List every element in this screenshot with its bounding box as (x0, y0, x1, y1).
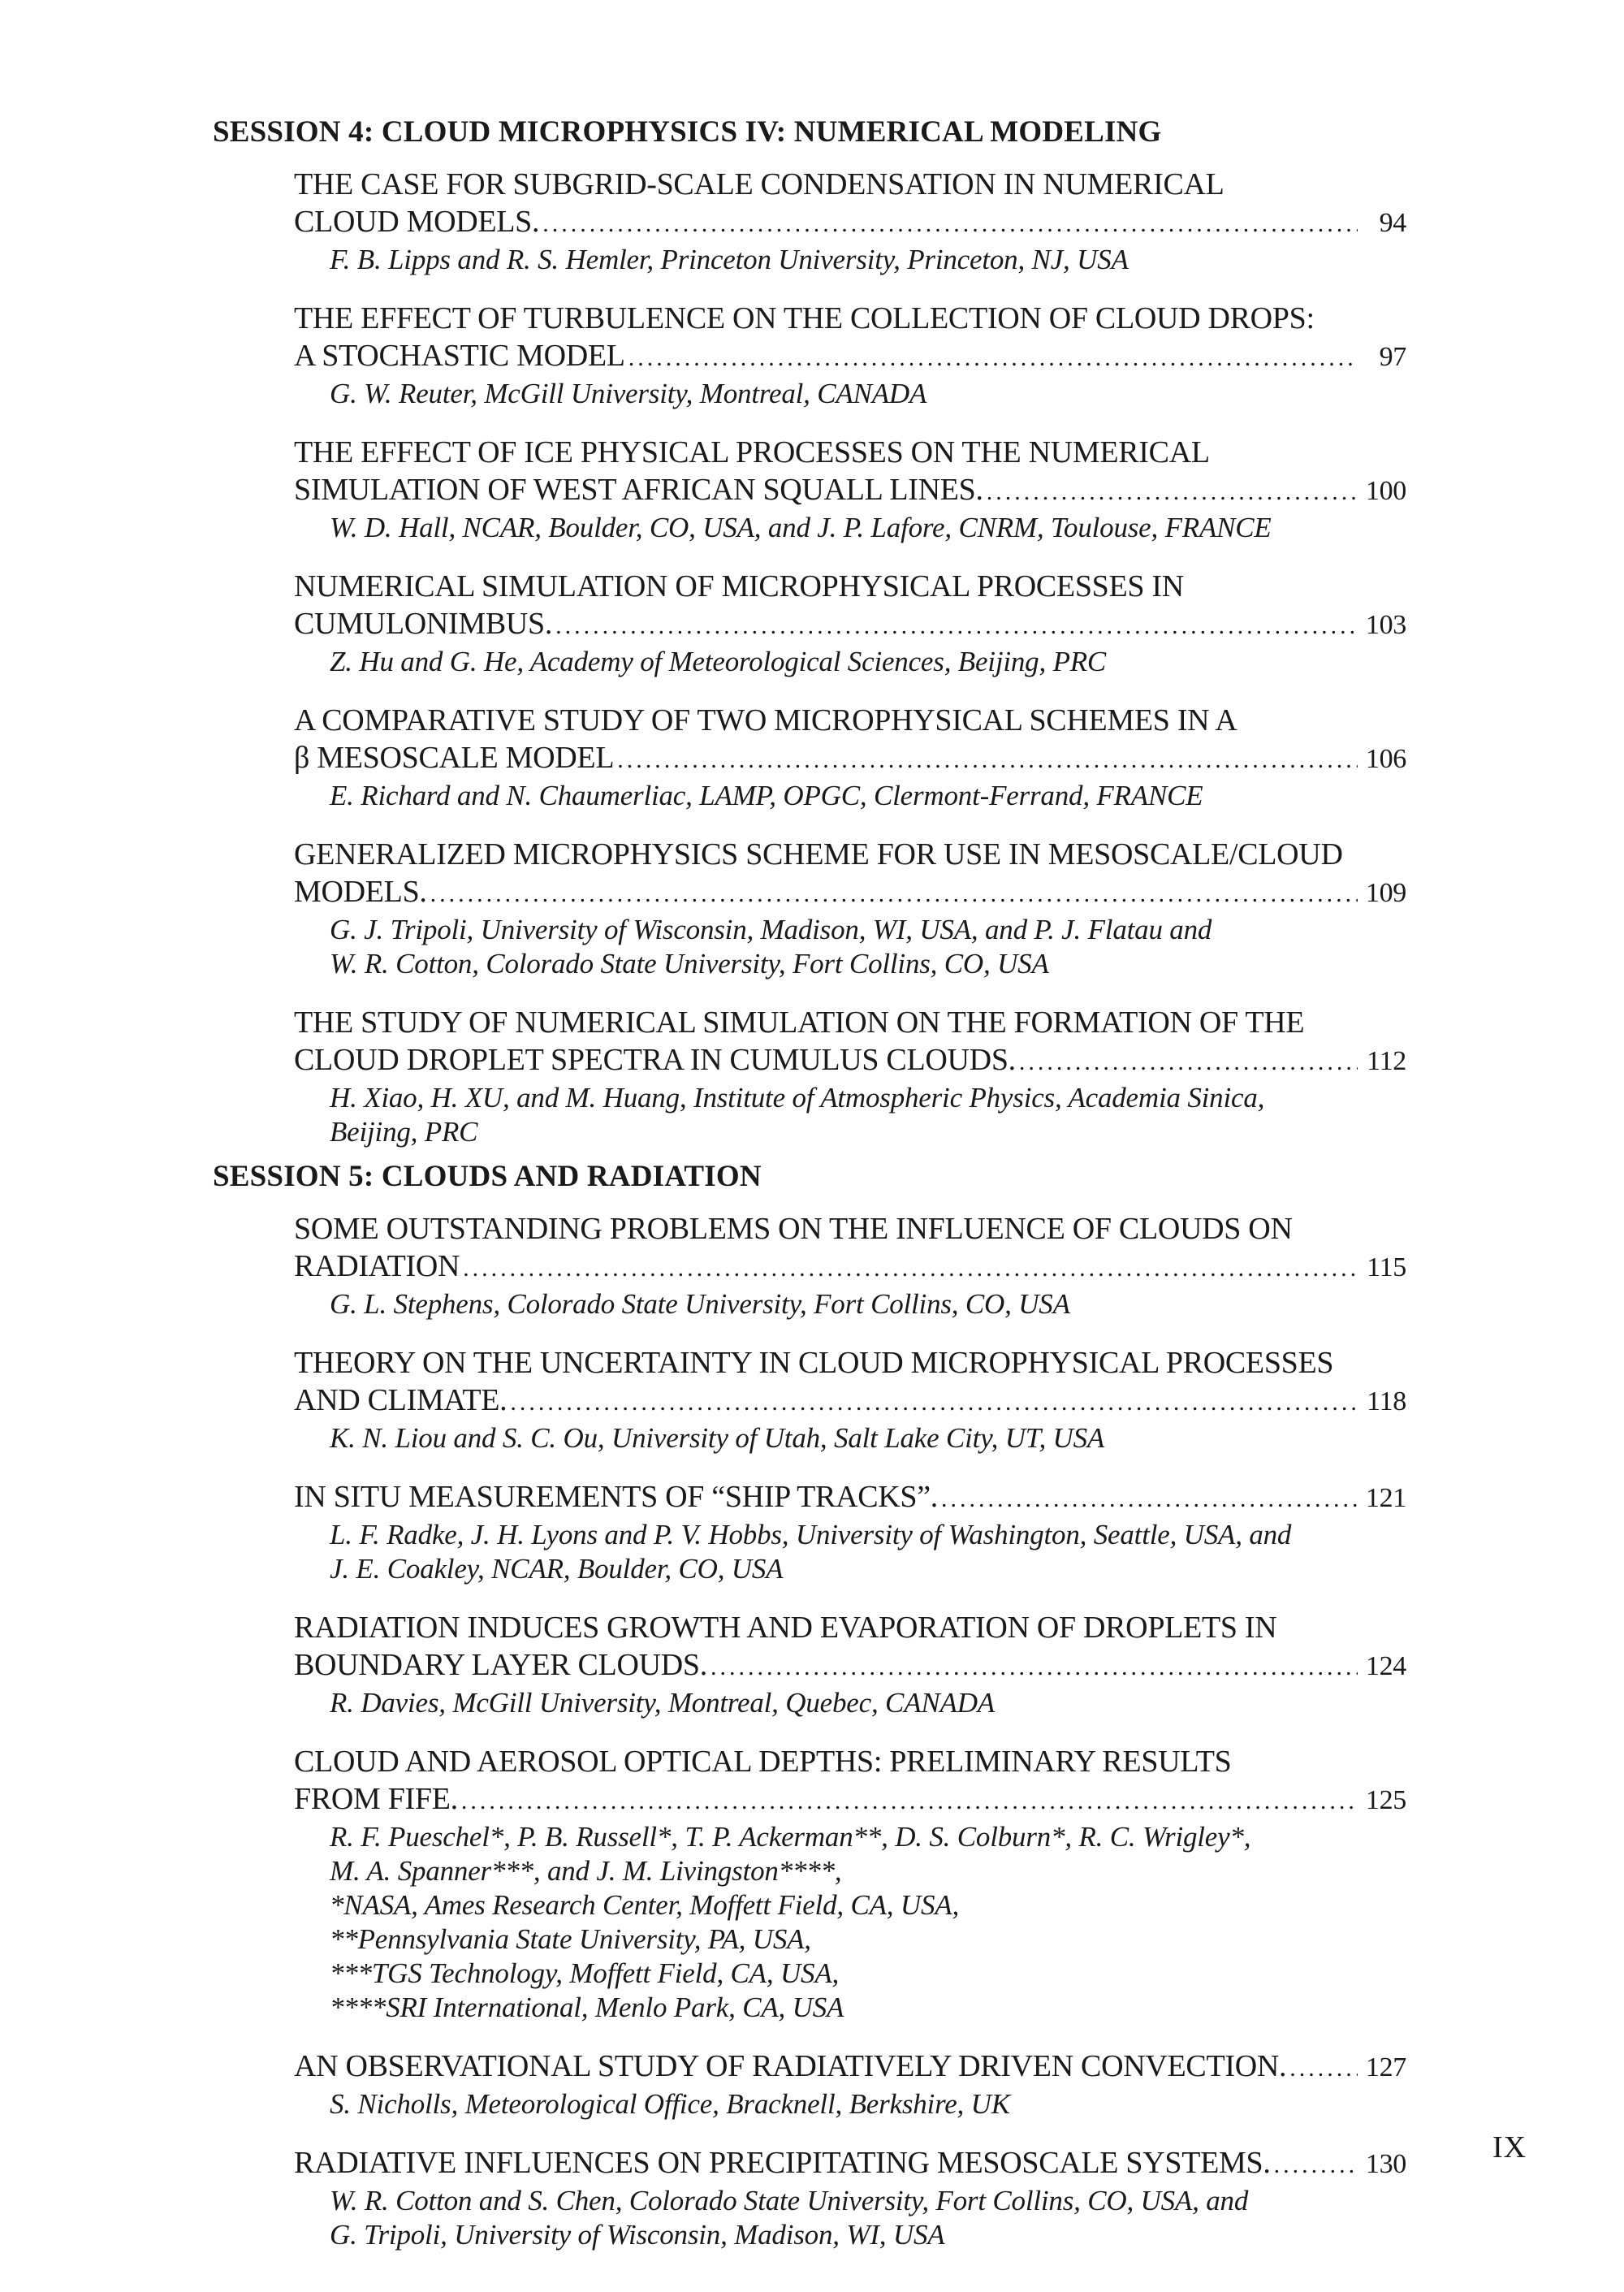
session-title: SESSION 4: CLOUD MICROPHYSICS IV: NUMERICAL MODELING (213, 115, 1162, 149)
entry-authors: *NASA, Ames Research Center, Moffett Field, CA, USA, (330, 1889, 960, 1921)
entry-title-line: THE CASE FOR SUBGRID-SCALE CONDENSATION IN NUMERICAL (294, 167, 1224, 201)
entry-title-line: NUMERICAL SIMULATION OF MICROPHYSICAL PROCESSES IN (294, 569, 1184, 603)
entry-title-line: RADIATION INDUCES GROWTH AND EVAPORATION OF DROPLETS IN (294, 1611, 1277, 1645)
entry-title-leader-line (294, 203, 1406, 243)
entry-authors: Z. Hu and G. He, Academy of Meteorological Sciences, Beijing, PRC (330, 646, 1107, 677)
entry-title-line: AN OBSERVATIONAL STUDY OF RADIATIVELY DRIVEN CONVECTION. (294, 2049, 1287, 2083)
entry-authors: W. D. Hall, NCAR, Boulder, CO, USA, and J. P. Lafore, CNRM, Toulouse, FRANCE (330, 512, 1272, 543)
dot-leader (987, 474, 1358, 511)
entry-title-leader-line (294, 1041, 1406, 1081)
dot-leader (1289, 2050, 1358, 2087)
entry-title-leader-line (294, 1478, 1406, 1518)
entry-authors: ***TGS Technology, Moffett Field, CA, USA, (330, 1957, 840, 1989)
entry-title-leader-line (294, 1382, 1406, 1421)
entry-page-number: 106 (1365, 744, 1406, 774)
entry-title-line: GENERALIZED MICROPHYSICS SCHEME FOR USE IN MESOSCALE/CLOUD (294, 837, 1343, 871)
entry-title-line: THE EFFECT OF ICE PHYSICAL PROCESSES ON THE NUMERICAL (294, 435, 1210, 469)
dot-leader (941, 1481, 1358, 1518)
entry-title-line: CLOUD DROPLET SPECTRA IN CUMULUS CLOUDS. (294, 1043, 1016, 1077)
entry-authors: E. Richard and N. Chaumerliac, LAMP, OPGC, Clermont-Ferrand, FRANCE (330, 780, 1203, 811)
entry-page-number: 97 (1379, 342, 1406, 372)
dot-leader (555, 608, 1358, 645)
toc-entry (294, 1743, 1406, 2025)
entry-title-line: CLOUD MODELS. (294, 205, 540, 239)
entry-authors: L. F. Radke, J. H. Lyons and P. V. Hobbs, University of Washington, Seattle, USA, and (330, 1519, 1292, 1550)
entry-page-number: 124 (1365, 1651, 1406, 1681)
toc-entry (294, 1210, 1406, 1321)
entry-page-number: 121 (1365, 1483, 1406, 1513)
dot-leader (542, 205, 1358, 243)
entry-authors: H. Xiao, H. XU, and M. Huang, Institute of Atmospheric Physics, Academia Sinica, (330, 1082, 1265, 1114)
dot-leader (430, 876, 1358, 913)
entry-title-line: THE EFFECT OF TURBULENCE ON THE COLLECTION OF CLOUD DROPS: (294, 301, 1315, 335)
toc-entry (294, 1004, 1406, 1149)
session-4 (213, 114, 1406, 1172)
entry-title-line: THEORY ON THE UNCERTAINTY IN CLOUD MICROPHYSICAL PROCESSES (294, 1346, 1334, 1380)
entry-authors: R. F. Pueschel*, P. B. Russell*, T. P. Ackerman**, D. S. Colburn*, R. C. Wrigley*, (330, 1821, 1251, 1853)
entry-authors: W. R. Cotton, Colorado State University, Fort Collins, CO, USA (330, 948, 1049, 980)
entry-title-line: A STOCHASTIC MODEL (294, 339, 625, 373)
entry-page-number: 130 (1365, 2149, 1406, 2179)
toc-entry (294, 300, 1406, 411)
session-5 (213, 1158, 1406, 2275)
entry-authors: W. R. Cotton and S. Chen, Colorado State University, Fort Collins, CO, USA, and (330, 2185, 1249, 2216)
session-title: SESSION 5: CLOUDS AND RADIATION (213, 1160, 762, 1193)
entry-title-line: CLOUD AND AEROSOL OPTICAL DEPTHS: PRELIMINARY RESULTS (294, 1745, 1232, 1779)
entry-title-line: RADIATION (294, 1249, 460, 1283)
entry-authors: G. W. Reuter, McGill University, Montreal, CANADA (330, 378, 927, 409)
toc-entry (294, 1609, 1406, 1720)
toc-entry (294, 2144, 1406, 2252)
entry-page-number: 112 (1367, 1046, 1406, 1076)
entry-title-line: AND CLIMATE. (294, 1383, 508, 1417)
entry-page-number: 125 (1365, 1785, 1406, 1815)
entry-title-line: BOUNDARY LAYER CLOUDS. (294, 1648, 707, 1682)
entry-authors: S. Nicholls, Meteorological Office, Bracknell, Berkshire, UK (330, 2088, 1010, 2120)
entry-title-line: FROM FIFE. (294, 1782, 458, 1816)
entry-page-number: 127 (1365, 2052, 1406, 2082)
entry-title-leader-line (294, 2144, 1406, 2184)
entry-page-number: 118 (1367, 1386, 1406, 1416)
entry-page-number: 109 (1365, 878, 1406, 908)
entry-title-leader-line (294, 1646, 1406, 1686)
entry-page-number: 94 (1379, 208, 1406, 238)
entry-page-number: 115 (1367, 1252, 1406, 1282)
dot-leader (510, 1384, 1358, 1421)
toc-entry (294, 1478, 1406, 1586)
entry-title-leader-line (294, 739, 1406, 779)
page-number: IX (1492, 2130, 1527, 2164)
entry-title-line: A COMPARATIVE STUDY OF TWO MICROPHYSICAL SCHEMES IN A (294, 703, 1237, 737)
entry-list (294, 166, 1406, 1149)
entry-title-leader-line (294, 873, 1406, 913)
entry-title-leader-line (294, 337, 1406, 377)
toc-entry (294, 434, 1406, 545)
entry-title-line: CUMULONIMBUS. (294, 607, 553, 641)
entry-title-line: SOME OUTSTANDING PROBLEMS ON THE INFLUENCE OF CLOUDS ON (294, 1212, 1293, 1246)
dot-leader (628, 339, 1358, 377)
entry-authors: F. B. Lipps and R. S. Hemler, Princeton University, Princeton, NJ, USA (330, 244, 1129, 275)
entry-title-line: IN SITU MEASUREMENTS OF “SHIP TRACKS”. (294, 1480, 939, 1514)
entry-title-leader-line (294, 1780, 1406, 1820)
entry-title-leader-line (294, 1248, 1406, 1287)
entry-authors: G. L. Stephens, Colorado State University, Fort Collins, CO, USA (330, 1288, 1070, 1320)
entry-page-number: 103 (1365, 610, 1406, 640)
entry-authors: K. N. Liou and S. C. Ou, University of Utah, Salt Lake City, UT, USA (330, 1422, 1105, 1454)
entry-title-line: THE STUDY OF NUMERICAL SIMULATION ON THE FORMATION OF THE (294, 1005, 1305, 1040)
entry-title-leader-line (294, 471, 1406, 511)
toc-entry (294, 2048, 1406, 2121)
entry-authors: G. J. Tripoli, University of Wisconsin, Madison, WI, USA, and P. J. Flatau and (330, 914, 1212, 945)
toc-entry (294, 702, 1406, 813)
dot-leader (617, 742, 1358, 779)
entry-title-line: MODELS. (294, 875, 427, 909)
entry-authors: M. A. Spanner***, and J. M. Livingston****, (330, 1855, 842, 1887)
entry-title-line: SIMULATION OF WEST AFRICAN SQUALL LINES. (294, 473, 983, 507)
entry-title-leader-line (294, 605, 1406, 645)
entry-authors: G. Tripoli, University of Wisconsin, Madison, WI, USA (330, 2219, 945, 2251)
entry-authors: J. E. Coakley, NCAR, Boulder, CO, USA (330, 1553, 784, 1585)
toc-entry (294, 836, 1406, 981)
entry-authors: Beijing, PRC (330, 1116, 478, 1148)
toc-entry (294, 568, 1406, 679)
dot-leader (461, 1783, 1358, 1820)
toc-entry (294, 1344, 1406, 1455)
dot-leader (710, 1649, 1358, 1686)
dot-leader (463, 1250, 1358, 1287)
entry-list (294, 1210, 1406, 2252)
entry-authors: **Pennsylvania State University, PA, USA, (330, 1923, 811, 1955)
entry-authors: ****SRI International, Menlo Park, CA, USA (330, 1991, 844, 2023)
toc-entry (294, 166, 1406, 277)
entry-page-number: 100 (1365, 476, 1406, 506)
entry-title-leader-line (294, 2048, 1406, 2087)
dot-leader (1274, 2147, 1358, 2184)
entry-title-line: RADIATIVE INFLUENCES ON PRECIPITATING MESOSCALE SYSTEMS. (294, 2146, 1271, 2180)
dot-leader (1019, 1044, 1358, 1081)
entry-authors: R. Davies, McGill University, Montreal, Quebec, CANADA (330, 1687, 995, 1719)
entry-title-line: β MESOSCALE MODEL (294, 741, 615, 775)
